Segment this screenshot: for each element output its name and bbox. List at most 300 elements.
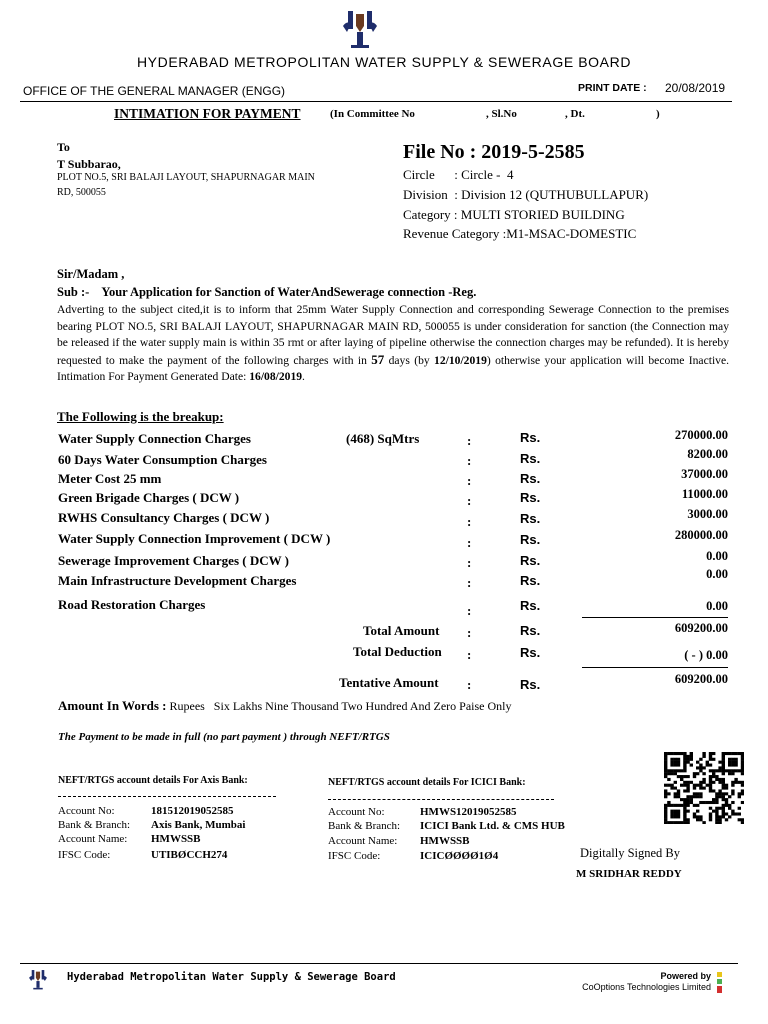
qr-module: [683, 758, 686, 761]
qr-module: [728, 761, 731, 764]
qr-module: [718, 781, 721, 784]
qr-module: [712, 775, 715, 778]
qr-module: [722, 815, 725, 818]
qr-module: [677, 810, 680, 813]
qr-module: [731, 769, 734, 772]
qr-module: [741, 755, 744, 758]
charge-label: Green Brigade Charges ( DCW ): [58, 490, 240, 505]
qr-module: [728, 804, 731, 807]
qr-module: [712, 801, 715, 804]
qr-module: [686, 775, 689, 778]
qr-module: [674, 815, 677, 818]
qr-module: [709, 755, 712, 758]
qr-module: [718, 792, 721, 795]
qr-module: [690, 758, 693, 761]
qr-module: [667, 769, 670, 772]
qr-module: [709, 781, 712, 784]
qr-module: [712, 810, 715, 813]
qr-module: [677, 792, 680, 795]
qr-module: [725, 818, 728, 821]
qr-module: [731, 772, 734, 775]
qr-module: [696, 761, 699, 764]
qr-module: [709, 775, 712, 778]
qr-module: [683, 798, 686, 801]
charge-colon: :: [467, 535, 472, 550]
company-name: CoOptions Technologies Limited: [582, 982, 711, 992]
qr-module: [741, 764, 744, 767]
qr-module: [670, 821, 673, 824]
qr-module: [664, 755, 667, 758]
total-rule-2: [582, 667, 728, 668]
print-date-label: PRINT DATE :: [578, 82, 647, 94]
qr-module: [686, 755, 689, 758]
addressee-name: T Subbarao,: [57, 157, 121, 171]
qr-module: [677, 758, 680, 761]
qr-module: [664, 758, 667, 761]
qr-module: [702, 787, 705, 790]
qr-module: [670, 769, 673, 772]
icici-bank-heading: NEFT/RTGS account details For ICICI Bank:: [328, 777, 526, 788]
qr-module: [731, 752, 734, 755]
qr-module: [677, 789, 680, 792]
total-amount-label: Total Amount: [363, 623, 440, 638]
qr-module: [683, 818, 686, 821]
total-rule-1: [582, 617, 728, 618]
qr-module: [696, 795, 699, 798]
qr-module: [741, 766, 744, 769]
qr-module: [715, 821, 718, 824]
qr-module: [699, 781, 702, 784]
qr-module: [693, 792, 696, 795]
qr-module: [738, 807, 741, 810]
qr-module: [722, 792, 725, 795]
qr-module: [683, 784, 686, 787]
qr-module: [693, 784, 696, 787]
qr-module: [722, 764, 725, 767]
qr-module: [699, 769, 702, 772]
qr-module: [715, 769, 718, 772]
qr-module: [686, 801, 689, 804]
qr-module: [715, 801, 718, 804]
qr-module: [738, 795, 741, 798]
qr-module: [712, 798, 715, 801]
committee-close: ): [656, 108, 660, 120]
qr-module: [677, 761, 680, 764]
charge-amount: 11000.00: [681, 487, 728, 501]
qr-module: [728, 758, 731, 761]
charge-rs: Rs.: [520, 598, 541, 613]
qr-module: [674, 764, 677, 767]
charge-colon: :: [467, 433, 472, 448]
icici-ifsc: ICICØØØØ1Ø4: [420, 850, 499, 862]
qr-module: [674, 804, 677, 807]
qr-module: [683, 769, 686, 772]
intimation-paragraph: Adverting to the subject cited,it is to inform that 25mm Water Supply Connection and corresponding Sewerage Connection to the premises bearing PLOT NO.5, SRI BALAJI LAYOUT, SHAPURNAGAR MAIN RD, 500055 is under consideration for sanction (the Connection may be released if the water supply main is within 35 rmt or after laying of pipeline otherwise the connection charges may be refunded). It is hereby requested to make the payment of the following charges with in 57 days (by 12/10/2019) otherwise your application will become Inactive. Intimation For Payment Generated Date: 16/08/2019.: [57, 303, 730, 383]
qr-module: [670, 752, 673, 755]
qr-module: [715, 810, 718, 813]
qr-module: [670, 815, 673, 818]
charge-colon: :: [467, 555, 472, 570]
qr-module: [718, 778, 721, 781]
qr-module: [709, 807, 712, 810]
qr-module: [664, 804, 667, 807]
qr-module: [686, 810, 689, 813]
qr-module: [706, 764, 709, 767]
qr-module: [741, 752, 744, 755]
qr-module: [725, 801, 728, 804]
qr-module: [683, 766, 686, 769]
qr-module: [667, 772, 670, 775]
qr-module: [706, 761, 709, 764]
qr-module: [670, 787, 673, 790]
qr-module: [699, 764, 702, 767]
qr-module: [709, 784, 712, 787]
qr-module: [680, 821, 683, 824]
qr-module: [734, 781, 737, 784]
qr-module: [738, 818, 741, 821]
qr-module: [725, 804, 728, 807]
qr-module: [693, 775, 696, 778]
qr-module: [718, 789, 721, 792]
qr-module: [722, 752, 725, 755]
qr-module: [674, 810, 677, 813]
qr-module: [690, 795, 693, 798]
qr-module: [686, 818, 689, 821]
charge-colon: :: [467, 514, 472, 529]
qr-module: [690, 798, 693, 801]
qr-module: [683, 821, 686, 824]
file-no: File No : 2019-5-2585: [403, 141, 585, 163]
qr-module: [741, 769, 744, 772]
tentative-amount-label: Tentative Amount: [339, 675, 439, 690]
icici-account-name: HMWSSB: [420, 835, 470, 847]
qr-module: [680, 775, 683, 778]
qr-module: [677, 764, 680, 767]
charge-rs: Rs.: [520, 451, 541, 466]
charge-amount: 8200.00: [687, 447, 728, 461]
qr-module: [683, 775, 686, 778]
signer-name: M SRIDHAR REDDY: [576, 868, 682, 880]
circle: Circle : Circle - 4: [403, 167, 514, 182]
icici-account-name-label: Account Name:: [328, 835, 398, 847]
qr-module: [683, 789, 686, 792]
qr-module: [718, 818, 721, 821]
qr-module: [686, 804, 689, 807]
qr-module: [680, 798, 683, 801]
qr-module: [709, 815, 712, 818]
footer-org-name: Hyderabad Metropolitan Water Supply & Sewerage Board: [67, 971, 396, 983]
qr-module: [667, 801, 670, 804]
qr-module: [709, 752, 712, 755]
qr-module: [702, 752, 705, 755]
qr-module: [718, 807, 721, 810]
qr-module: [734, 812, 737, 815]
qr-module: [734, 758, 737, 761]
qr-module: [738, 752, 741, 755]
qr-module: [674, 792, 677, 795]
qr-module: [722, 787, 725, 790]
qr-module: [696, 818, 699, 821]
charge-rs: Rs.: [520, 471, 541, 486]
qr-module: [686, 798, 689, 801]
qr-module: [718, 821, 721, 824]
axis-account-no-label: Account No:: [58, 805, 115, 817]
qr-module: [664, 792, 667, 795]
qr-module: [693, 812, 696, 815]
qr-module: [725, 752, 728, 755]
qr-module: [667, 752, 670, 755]
qr-module: [709, 787, 712, 790]
qr-module: [664, 821, 667, 824]
qr-module: [725, 769, 728, 772]
charge-colon: :: [467, 575, 472, 590]
charge-rs: Rs.: [520, 532, 541, 547]
qr-module: [722, 812, 725, 815]
qr-module: [690, 764, 693, 767]
charge-label: Main Infrastructure Development Charges: [58, 573, 297, 588]
total-deduction-colon: :: [467, 647, 472, 662]
qr-module: [677, 804, 680, 807]
charge-colon: :: [467, 453, 472, 468]
qr-module: [715, 778, 718, 781]
qr-module: [715, 815, 718, 818]
qr-module: [709, 758, 712, 761]
qr-module: [699, 815, 702, 818]
qr-module: [677, 752, 680, 755]
qr-module: [712, 758, 715, 761]
qr-module: [731, 781, 734, 784]
sl-no: , Sl.No: [486, 108, 517, 120]
qr-module: [683, 815, 686, 818]
charge-colon: :: [467, 603, 472, 618]
qr-module: [734, 761, 737, 764]
qr-module: [683, 804, 686, 807]
footer-rule: [20, 963, 738, 964]
qr-module: [734, 778, 737, 781]
qr-module: [664, 766, 667, 769]
charge-amount: 280000.00: [674, 528, 728, 542]
qr-module: [728, 807, 731, 810]
salutation: Sir/Madam ,: [57, 267, 125, 281]
qr-module: [741, 801, 744, 804]
qr-module: [731, 784, 734, 787]
charge-rs: Rs.: [520, 430, 541, 445]
qr-module: [690, 801, 693, 804]
charge-colon: :: [467, 493, 472, 508]
qr-module: [715, 818, 718, 821]
qr-module: [718, 769, 721, 772]
qr-module: [693, 804, 696, 807]
qr-module: [738, 812, 741, 815]
qr-module: [664, 772, 667, 775]
axis-bank-heading: NEFT/RTGS account details For Axis Bank:: [58, 775, 248, 786]
qr-module: [702, 766, 705, 769]
qr-module: [690, 755, 693, 758]
qr-module: [715, 792, 718, 795]
charge-rs: Rs.: [520, 573, 541, 588]
axis-account-no: 181512019052585: [151, 805, 234, 817]
total-amount-rs: Rs.: [520, 623, 541, 638]
qr-module: [683, 807, 686, 810]
qr-module: [718, 766, 721, 769]
qr-module: [677, 815, 680, 818]
qr-module: [674, 787, 677, 790]
hmwssb-logo: [339, 8, 381, 52]
org-name-header: HYDERABAD METROPOLITAN WATER SUPPLY & SEWERAGE BOARD: [136, 54, 632, 70]
qr-module: [722, 755, 725, 758]
qr-module: [725, 798, 728, 801]
qr-module: [664, 815, 667, 818]
charge-label: Water Supply Connection Improvement ( DCW ): [58, 531, 331, 546]
qr-module: [683, 752, 686, 755]
qr-module: [674, 812, 677, 815]
qr-module: [734, 769, 737, 772]
charge-label: Sewerage Improvement Charges ( DCW ): [58, 553, 289, 568]
qr-module: [693, 815, 696, 818]
qr-module: [664, 764, 667, 767]
qr-module: [686, 821, 689, 824]
revenue-category: Revenue Category :M1-MSAC-DOMESTIC: [403, 226, 637, 241]
qr-module: [709, 769, 712, 772]
qr-module: [722, 761, 725, 764]
qr-module: [722, 784, 725, 787]
qr-module: [693, 787, 696, 790]
to-label: To: [57, 140, 70, 154]
qr-module: [715, 775, 718, 778]
charge-colon: :: [467, 473, 472, 488]
qr-module: [696, 792, 699, 795]
qr-module: [696, 815, 699, 818]
icici-branch-label: Bank & Branch:: [328, 820, 401, 832]
qr-module: [677, 812, 680, 815]
qr-module: [715, 807, 718, 810]
qr-module: [722, 810, 725, 813]
addressee-address-line1: PLOT NO.5, SRI BALAJI LAYOUT, SHAPURNAGAR MAIN: [57, 172, 315, 183]
tentative-rs: Rs.: [520, 677, 541, 692]
qr-module: [664, 789, 667, 792]
powered-by: Powered by: [660, 971, 711, 981]
axis-branch: Axis Bank, Mumbai: [151, 819, 246, 831]
qr-module: [683, 812, 686, 815]
qr-module: [683, 801, 686, 804]
qr-module: [734, 764, 737, 767]
category: Category : MULTI STORIED BUILDING: [403, 207, 625, 222]
qr-module: [686, 787, 689, 790]
qr-module: [696, 766, 699, 769]
icici-branch: ICICI Bank Ltd. & CMS HUB: [420, 820, 565, 832]
qr-module: [725, 792, 728, 795]
qr-module: [674, 781, 677, 784]
total-amount: 609200.00: [674, 621, 728, 635]
qr-module: [686, 795, 689, 798]
sqmtrs: (468) SqMtrs: [346, 431, 420, 446]
qr-module: [664, 807, 667, 810]
digitally-signed-by: Digitally Signed By: [580, 846, 680, 860]
qr-module: [702, 821, 705, 824]
qr-module: [686, 784, 689, 787]
total-deduction: ( - ) 0.00: [684, 648, 728, 662]
charge-label: Water Supply Connection Charges: [58, 431, 251, 446]
qr-module: [734, 752, 737, 755]
qr-module: [741, 758, 744, 761]
qr-module: [728, 795, 731, 798]
payment-note: The Payment to be made in full (no part payment ) through NEFT/RTGS: [58, 731, 390, 743]
addressee-address-line2: RD, 500055: [57, 187, 106, 198]
charge-rs: Rs.: [520, 553, 541, 568]
charge-amount: 0.00: [706, 549, 728, 563]
qr-module: [680, 804, 683, 807]
qr-module: [722, 781, 725, 784]
qr-module: [674, 821, 677, 824]
qr-module: [683, 781, 686, 784]
axis-ifsc: UTIBØCCH274: [151, 849, 228, 861]
qr-module: [674, 761, 677, 764]
qr-module: [702, 801, 705, 804]
qr-module: [693, 795, 696, 798]
qr-module: [725, 812, 728, 815]
qr-module: [670, 812, 673, 815]
qr-module: [664, 761, 667, 764]
qr-module: [709, 764, 712, 767]
qr-module: [664, 818, 667, 821]
qr-module: [731, 810, 734, 813]
qr-module: [725, 787, 728, 790]
subject-line: Sub :- Your Application for Sanction of WaterAndSewerage connection -Reg.: [57, 285, 477, 299]
qr-module: [738, 792, 741, 795]
charge-label: Meter Cost 25 mm: [58, 471, 162, 486]
qr-module: [690, 781, 693, 784]
charge-amount: 37000.00: [681, 467, 728, 481]
division: Division : Division 12 (QUTHUBULLAPUR): [403, 187, 649, 202]
qr-module: [677, 821, 680, 824]
qr-module: [664, 812, 667, 815]
qr-module: [741, 789, 744, 792]
tentative-amount: 609200.00: [674, 672, 728, 686]
qr-module: [670, 804, 673, 807]
qr-module: [709, 812, 712, 815]
qr-module: [715, 795, 718, 798]
qr-module: [674, 758, 677, 761]
qr-module: [664, 795, 667, 798]
qr-module: [696, 784, 699, 787]
icici-bank-dashes: [328, 799, 554, 800]
qr-module: [670, 764, 673, 767]
qr-module: [674, 772, 677, 775]
qr-module: [680, 778, 683, 781]
header-rule: [20, 101, 732, 102]
cooptions-logo-icon: [714, 972, 726, 994]
qr-module: [702, 772, 705, 775]
qr-module: [731, 801, 734, 804]
qr-module: [699, 787, 702, 790]
qr-module: [670, 810, 673, 813]
qr-module: [670, 761, 673, 764]
qr-module: [722, 758, 725, 761]
qr-module: [696, 804, 699, 807]
axis-account-name-label: Account Name:: [58, 833, 128, 845]
icici-ifsc-label: IFSC Code:: [328, 850, 381, 862]
charge-amount: 0.00: [706, 599, 728, 613]
qr-module: [731, 758, 734, 761]
qr-module: [667, 792, 670, 795]
total-deduction-rs: Rs.: [520, 645, 541, 660]
axis-account-name: HMWSSB: [151, 833, 201, 845]
committee-no: (In Committee No: [330, 108, 415, 120]
qr-module: [670, 784, 673, 787]
qr-module: [702, 778, 705, 781]
qr-module: [709, 789, 712, 792]
qr-module: [706, 801, 709, 804]
